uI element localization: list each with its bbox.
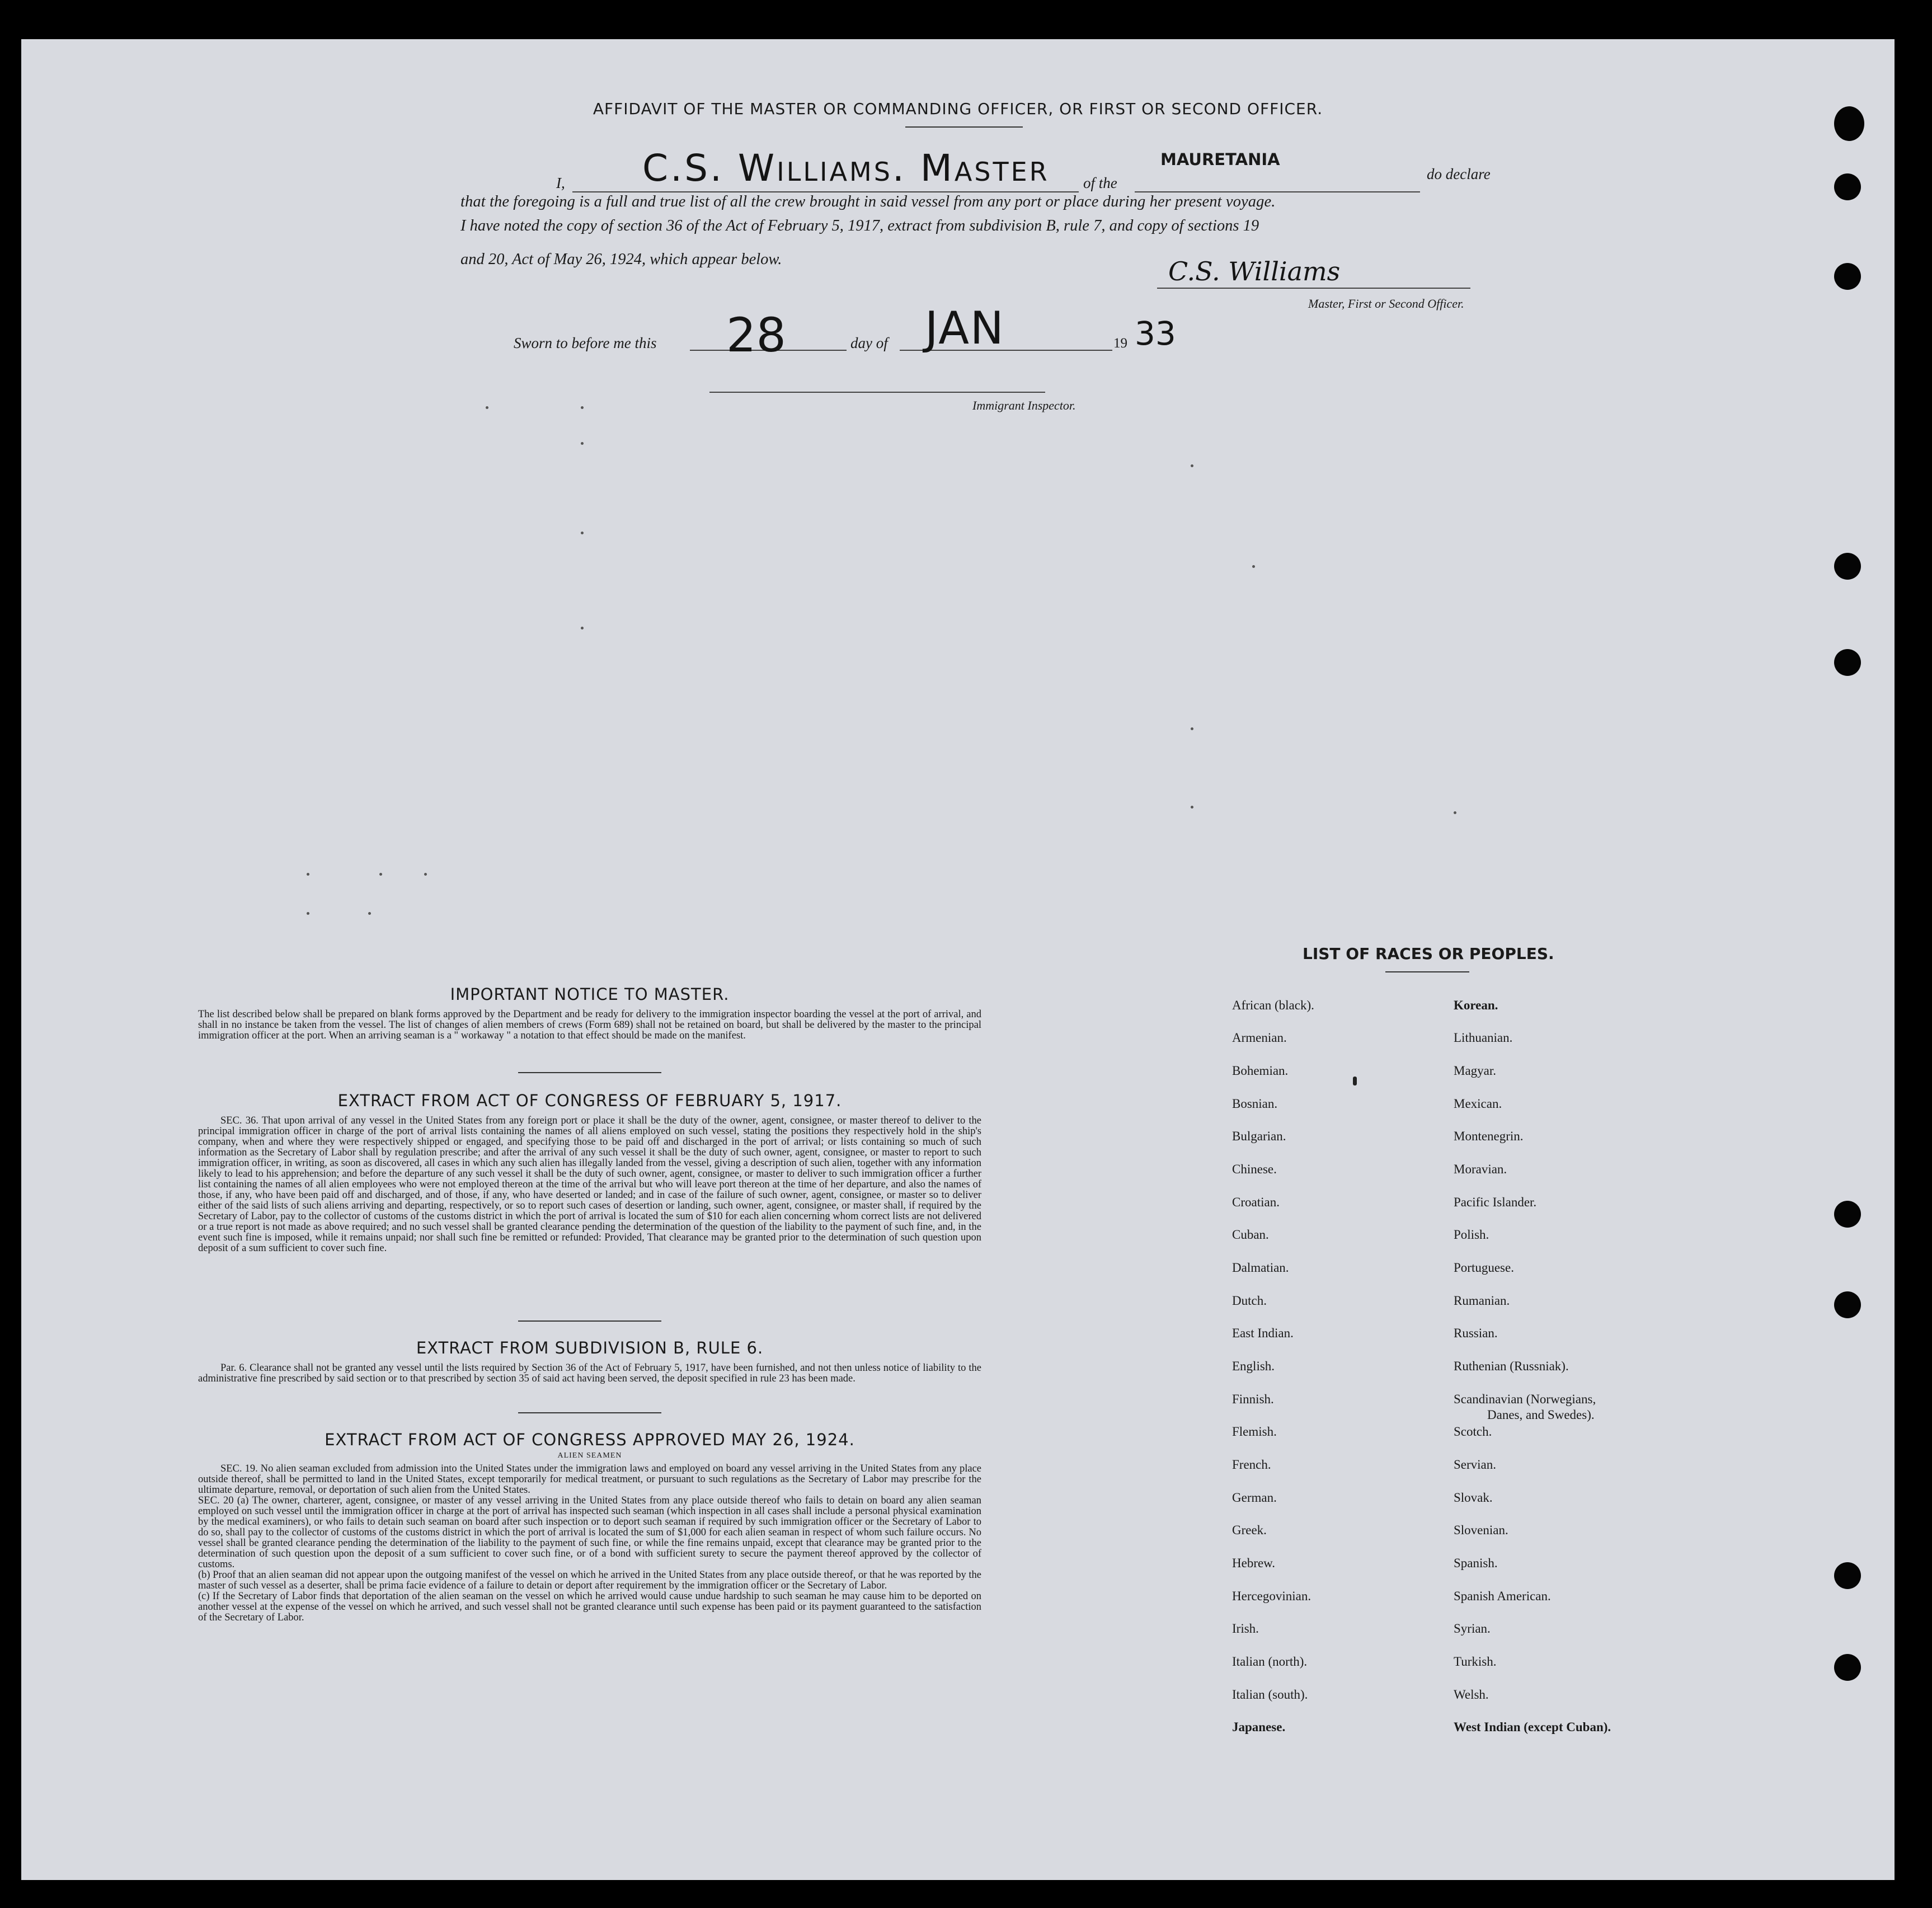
race-item: Polish. [1454, 1228, 1489, 1242]
punch-hole [1834, 649, 1861, 676]
punch-hole [1834, 1654, 1861, 1681]
race-item: Cuban. [1232, 1228, 1269, 1242]
race-item: Moravian. [1454, 1162, 1507, 1176]
race-item: Armenian. [1232, 1031, 1287, 1045]
extract-1917-title: EXTRACT FROM ACT OF CONGRESS OF FEBRUARY 5, 1917. [337, 1091, 842, 1110]
race-item-continuation: Danes, and Swedes). [1487, 1408, 1595, 1422]
race-item: Mexican. [1454, 1097, 1502, 1111]
race-item: Welsh. [1454, 1688, 1489, 1702]
race-item: East Indian. [1232, 1326, 1294, 1340]
race-item: Italian (north). [1232, 1655, 1308, 1669]
race-item: Montenegrin. [1454, 1129, 1524, 1143]
affidavit-text-line3: and 20, Act of May 26, 1924, which appear below. [460, 251, 782, 268]
race-item: Dutch. [1232, 1294, 1267, 1308]
race-item: Magyar. [1454, 1064, 1497, 1078]
race-item: English. [1232, 1359, 1275, 1373]
race-item: Lithuanian. [1454, 1031, 1513, 1045]
race-item: German. [1232, 1491, 1277, 1505]
vessel-line [1135, 191, 1420, 192]
race-item: Irish. [1232, 1622, 1259, 1636]
race-item: Scotch. [1454, 1425, 1492, 1439]
divider [905, 126, 1023, 128]
race-item: Spanish. [1454, 1556, 1498, 1570]
race-item: West Indian (except Cuban). [1454, 1720, 1611, 1734]
race-item: Italian (south). [1232, 1688, 1308, 1702]
race-item: Flemish. [1232, 1425, 1277, 1439]
race-item: Russian. [1454, 1326, 1498, 1340]
divider [1385, 971, 1469, 972]
punch-hole [1834, 553, 1861, 580]
race-item: Dalmatian. [1232, 1261, 1289, 1275]
extract-1924-section [198, 1430, 981, 1623]
divider [518, 1072, 661, 1073]
race-item: Servian. [1454, 1458, 1497, 1472]
notice-section [198, 985, 981, 1041]
sworn-month-handwritten: JAN [925, 302, 1005, 354]
race-item: Bulgarian. [1232, 1129, 1286, 1143]
race-item: Ruthenian (Russniak). [1454, 1359, 1569, 1373]
subdivision-b-body: Par. 6. Clearance shall not be granted any vessel until the lists required by Section 36 of the Act of February 5, 1917, have been furnished, and not then unless notice of liability to the administrative fine prescribed by said section or to that prescribed by section 35 of said act having been served, the deposit specified in rule 23 has been made. [198, 1362, 981, 1384]
year-prefix: 19 [1113, 336, 1127, 351]
race-item: Korean. [1454, 998, 1498, 1012]
race-item: Croatian. [1232, 1195, 1280, 1209]
extract-1924-subtitle: ALIEN SEAMEN [557, 1451, 622, 1460]
subdivision-b-title: EXTRACT FROM SUBDIVISION B, RULE 6. [416, 1338, 764, 1357]
race-item: Scandinavian (Norwegians, [1454, 1392, 1596, 1406]
divider [518, 1320, 661, 1322]
race-item: Rumanian. [1454, 1294, 1510, 1308]
sworn-day-handwritten: 28 [726, 308, 786, 363]
race-item: Finnish. [1232, 1392, 1274, 1406]
divider [518, 1412, 661, 1413]
punch-hole [1834, 263, 1861, 290]
punch-hole [1834, 1201, 1861, 1228]
race-item: Syrian. [1454, 1622, 1491, 1636]
signature-caption: Master, First or Second Officer. [1308, 297, 1464, 311]
affidavit-of-the: of the [1083, 175, 1117, 191]
race-item: French. [1232, 1458, 1271, 1472]
race-item: Slovenian. [1454, 1523, 1508, 1537]
punch-hole [1834, 173, 1861, 200]
master-name-handwritten: C.S. Williams. Master [642, 147, 1050, 190]
race-item: Pacific Islander. [1454, 1195, 1537, 1209]
affidavit-i-label: I, [556, 175, 565, 191]
race-item: Slovak. [1454, 1491, 1493, 1505]
affidavit-text-line2: I have noted the copy of section 36 of the Act of February 5, 1917, extract from subdivision B, rule 7, and copy of sections 19 [460, 217, 1259, 234]
race-item: Spanish American. [1454, 1589, 1551, 1603]
master-name-line [572, 191, 1079, 192]
notice-title: IMPORTANT NOTICE TO MASTER. [450, 985, 730, 1004]
day-of-label: day of [850, 335, 888, 351]
affidavit-title: AFFIDAVIT OF THE MASTER OR COMMANDING OFFICER, OR FIRST OR SECOND OFFICER. [593, 100, 1323, 118]
race-item: Greek. [1232, 1523, 1267, 1537]
race-item: Hebrew. [1232, 1556, 1276, 1570]
extract-1917-body: SEC. 36. That upon arrival of any vessel in the United States from any foreign port or place it shall be the duty of the owner, agent, consignee, or master thereof to deliver to the principal immigration officer in charge of the port of arrival lists containing the names of all aliens employed on such vessel, stating the positions they respectively hold in the ship's company, when and where they were respectively shipped or engaged, and specifying those to be paid off and discharged in the port of arrival; or lists containing so much of such information as the Secretary of Labor shall by regulation prescribe; and after the arrival of any such vessel it shall be the duty of such owner, agent, consignee, or master to report to such immigration officer, in writing, as soon as discovered, all cases in which any such alien has illegally landed from the vessel, giving a description of such alien, together with any information likely to lead to his apprehension; and before the departure of any such vessel it shall be the duty of such owner, agent, consignee, or master to deliver to such immigration officer a further list containing the names of all alien employees who were not employed thereon at the time of the arrival but who will leave port thereon at the time of her departure, and also the names of those, if any, who have been paid off and discharged, and of those, if any, who have deserted or landed; and in case of the failure of such owner, agent, consignee, or master so to deliver either of the said lists of such aliens arriving and departing, respectively, or so to report such cases of desertion or landing, such owner, agent, consignee, or master shall, if required by the Secretary of Labor, pay to the collector of customs of the customs district in which the port of arrival is located the sum of $10 for each alien concerning whom correct lists are not delivered or a true report is not made as above required; and no such vessel shall be granted clearance pending the determination of the question of the liability to the payment of such fine, and, in the event such fine is imposed, while it remains unpaid; nor shall such fine be remitted or refunded: Provided, That clearance may be granted prior to the determination of such question upon deposit of a sum sufficient to cover such fine. [198, 1115, 981, 1254]
sworn-label: Sworn to before me this [514, 335, 657, 351]
affidavit-text-line1: that the foregoing is a full and true list of all the crew brought in said vessel from any port or place during her present voyage. [460, 193, 1276, 210]
race-item: Hercegovinian. [1232, 1589, 1311, 1603]
race-item: Japanese. [1232, 1720, 1286, 1734]
signature-line [1157, 288, 1470, 289]
year-suffix-handwritten: 33 [1135, 314, 1176, 353]
punch-hole [1834, 1562, 1861, 1589]
punch-hole [1834, 1291, 1861, 1318]
notice-body: The list described below shall be prepared on blank forms approved by the Department and be ready for delivery to the immigration inspector boarding the vessel at the port of arrival, and shall in no instance be taken from the vessel. The list of changes of alien members of crews (Form 689) shall not be retained on board, but shall be delivered by the master to the principal immigration officer at the port. When an arriving seaman is a " workaway " a notation to that effect should be made on the manifest. [198, 1009, 981, 1041]
race-item: Turkish. [1454, 1655, 1497, 1669]
inspector-signature-line [709, 392, 1045, 393]
manifest-page [21, 39, 1895, 1880]
race-item: Portuguese. [1454, 1261, 1514, 1275]
affidavit-do-declare: do declare [1427, 166, 1491, 182]
races-title: LIST OF RACES OR PEOPLES. [1303, 944, 1554, 963]
extract-1924-body: SEC. 19. No alien seaman excluded from admission into the United States under the immigration laws and employed on board any vessel arriving in the United States from any place outside thereof, shall be permitted to land in the United States, except temporarily for medical treatment, or pursuant to such regulations as the Secretary of Labor may prescribe for the ultimate departure, removal, or deportation of such alien from the United States. SEC. 20 (a) The owner, charterer, agent, consignee, or master of any vessel arriving in the United States from any place outside thereof who fails to detain on board any alien seaman employed on such vessel until the immigration officer in charge at the port of arrival has inspected such seaman (which inspection in all cases shall include a personal physical examination by the medical examiners), or who fails to detain such seaman on board after such inspection or to deport such seaman if required by such immigration officer or the Secretary of Labor to do so, shall pay to the collector of customs of the customs district in which the port of arrival is located the sum of $1,000 for each alien seaman in respect of whom such failure occurs. No vessel shall be granted clearance pending the determination of the liability to the payment of such fine, or while the fine remains unpaid, except that clearance may be granted prior to the determination of such question upon the deposit of a sum sufficient to cover such fine, or of a bond with sufficient surety to secure the payment thereof approved by the collector of customs. (b) Proof that an alien seaman did not appear upon the outgoing manifest of the vessel on which he arrived in the United States from any place outside thereof, or that he was reported by the master of such vessel as a deserter, shall be prima facie evidence of a failure to detain or deport after requirement by the immigration officer or the Secretary of Labor. (c) If the Secretary of Labor finds that deportation of the alien seaman on the vessel on which he arrived would cause undue hardship to such seaman he may cause him to be deported on another vessel at the expense of the vessel on which he arrived, and such vessel shall not be granted clearance until such expense has been paid or its payment guaranteed to the satisfaction of the Secretary of Labor. [198, 1463, 981, 1623]
extract-1917-section [198, 1091, 981, 1254]
officer-signature: C.S. Williams [1168, 256, 1341, 286]
extract-1924-title: EXTRACT FROM ACT OF CONGRESS APPROVED MAY 26, 1924. [325, 1430, 855, 1449]
subdivision-b-section [198, 1338, 981, 1384]
inspector-caption: Immigrant Inspector. [972, 398, 1076, 412]
race-item: Chinese. [1232, 1162, 1277, 1176]
race-item: African (black). [1232, 998, 1314, 1012]
race-item: Bosnian. [1232, 1097, 1278, 1111]
vessel-name: MAURETANIA [1160, 150, 1280, 169]
race-item: Bohemian. [1232, 1064, 1289, 1078]
